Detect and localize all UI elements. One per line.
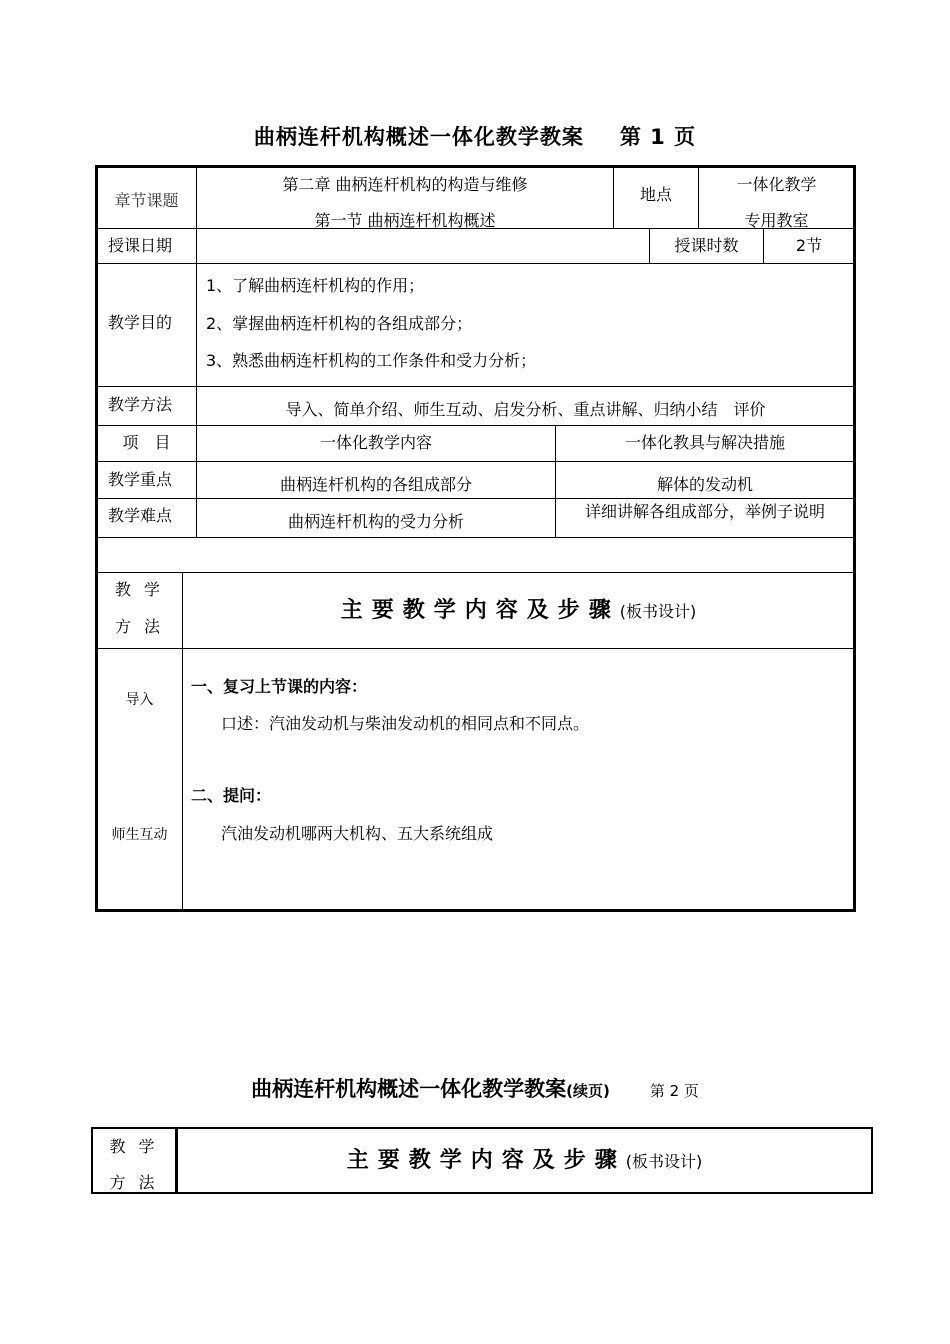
step-side-interaction: 师生互动 [111,827,168,843]
row-divider [97,498,854,499]
content-header: 一体化教学内容 [319,433,432,452]
section-title: 第一节 曲柄连杆机构概述 [314,211,496,230]
hours-value: 2节 [795,236,823,255]
page2-method-line1: 教 学 [109,1137,159,1156]
step-text-question: 汽油发动机哪两大机构、五大系统组成 [221,824,494,843]
row-divider [97,425,854,426]
step-heading-review: 一、复习上节课的内容： [191,677,368,696]
label-method: 教学方法 [108,395,173,414]
title-text: 曲柄连杆机构概述一体化教学教案 [253,125,584,149]
label-chapter: 章节课题 [114,191,179,210]
tools-header: 一体化教具与解决措施 [624,433,785,452]
row-divider [97,648,854,649]
row-divider [97,263,854,264]
page2-main-header [178,1143,871,1174]
steps-main-header [183,593,854,624]
step-side-intro: 导入 [125,692,154,708]
method-value: 导入、简单介绍、师生互动、启发分析、重点讲解、归纳小结 评价 [285,400,766,419]
key-tools: 解体的发动机 [656,475,753,494]
difficult-content: 曲柄连杆机构的受力分析 [287,512,464,531]
label-date: 授课日期 [108,236,173,255]
steps-method-line2: 方 法 [114,617,165,636]
page2-title-text: 曲柄连杆机构概述一体化教学教案 [251,1077,567,1101]
location-line1: 一体化教学 [736,175,817,194]
row-divider [97,537,854,538]
label-location: 地点 [639,185,672,204]
page2-method-line2: 方 法 [109,1173,159,1192]
page2-main-title: 主要教学内容及步骤 [346,1148,626,1173]
page2-number: 第 2 页 [649,1082,699,1100]
key-content: 曲柄连杆机构的各组成部分 [279,475,472,494]
label-key: 教学重点 [108,470,173,489]
row-divider [97,461,854,462]
page2-note: (板书设计) [625,1152,703,1171]
location-line2: 专用教室 [744,211,809,230]
label-difficult: 教学难点 [108,506,173,525]
label-hours: 授课时数 [674,236,739,255]
row-divider [97,572,854,573]
goal-item: 2、掌握曲柄连杆机构的各组成部分； [206,314,473,333]
chapter-title: 第二章 曲柄连杆机构的构造与维修 [282,175,528,194]
page2-title-suffix: (续页) [566,1082,610,1100]
step-text-review: 口述：汽油发动机与柴油发动机的相同点和不同点。 [221,714,590,733]
row-divider [97,386,854,387]
step-heading-question: 二、提问： [191,786,272,805]
page-number: 第 1 页 [619,125,697,149]
goal-item: 1、了解曲柄连杆机构的作用； [206,276,425,295]
label-item: 项 目 [122,433,171,452]
page2-title [0,1073,950,1103]
goal-item: 3、熟悉曲柄连杆机构的工作条件和受力分析； [206,351,537,370]
page-title [0,121,950,151]
steps-main-title: 主要教学内容及步骤 [340,598,620,623]
difficult-tools: 详细讲解各组成部分，举例子说明 [584,502,825,521]
steps-method-line1: 教 学 [114,580,165,599]
label-goals: 教学目的 [108,313,173,332]
steps-note: (板书设计) [619,602,697,621]
